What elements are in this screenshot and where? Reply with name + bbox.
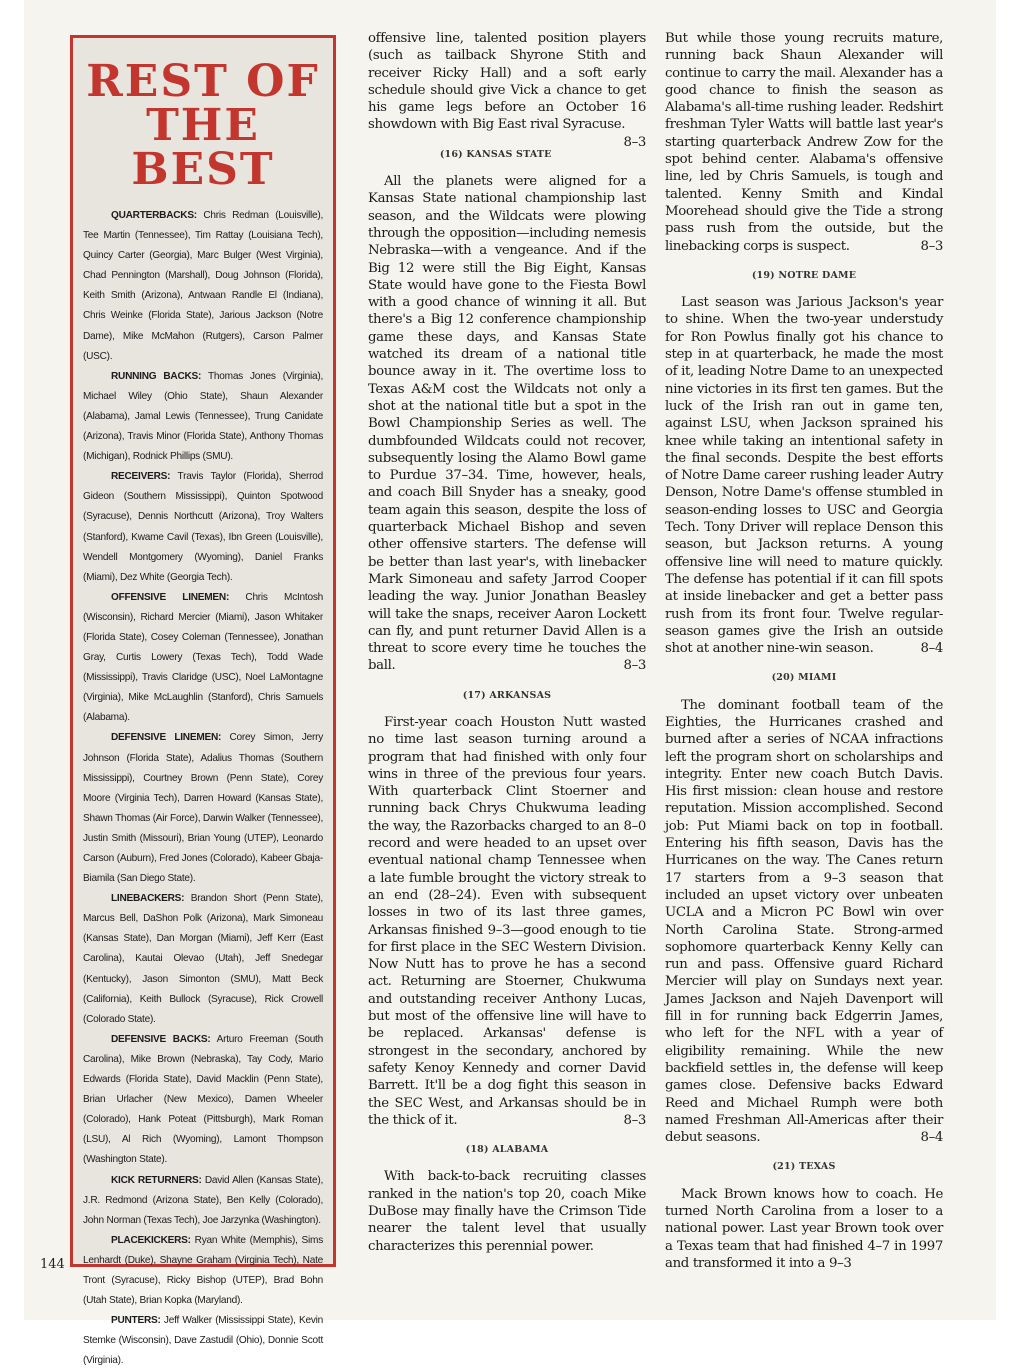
rest-of-the-best-sidebar xyxy=(70,35,336,1367)
section-heading-notre-dame: (19) NOTRE DAME xyxy=(751,269,857,281)
section-heading-miami: (20) MIAMI xyxy=(771,672,837,684)
record: 8–3 xyxy=(920,238,943,254)
sidebar-quarterbacks: QUARTERBACKS: Chris Redman (Louisville), Tee Martin (Tennessee), Tim Rattay (Louisiana Tech), Quincy Carter (Georgia), Marc Bulger (West Virginia), Chad Pennington (Marshall), Doug Johnson (Florida), Keith Smith (Arizona), Antwaan Randle El (Indiana), Chris Weinke (Florida State), Jarious Jackson (Notre Dame), Mike McMahon (Rutgers), Carson Palmer (USC). xyxy=(83,210,323,362)
record: 8–4 xyxy=(920,1130,943,1146)
article-column-1 xyxy=(368,30,646,1255)
virginia-tech-continuation: offensive line, talented position players (such as tailback Shyrone Stith and receiver Ricky Hall) and a soft early schedule should give Vick a chance to get his game legs before an October 16 showdown with Big East rival Syracuse. 8–3 xyxy=(368,31,646,150)
section-heading-arkansas: (17) ARKANSAS xyxy=(462,689,552,701)
sidebar-running-backs: RUNNING BACKS: Thomas Jones (Virginia), Michael Wiley (Ohio State), Shaun Alexander (Alabama), Jamal Lewis (Tennessee), Trung Canidate (Arizona), Travis Minor (Florida State), Anthony Thomas (Michigan), Rodnick Phillips (SMU). xyxy=(83,370,323,463)
kansas-state-text: All the planets were aligned for a Kansas State national championship last season, and the Wildcats were plowing through the opposition—including nemesis Nebraska—with a vengeance. And if the Big 12 were still the Big Eight, Kansas State would have gone to the Fiesta Bowl with a good chance of winning it all. But there's a Big 12 conference championship game these days, and Kansas State watched its dream of a national title bounce away in it. The overtime loss to Texas A&M cost the Wildcats not only a shot at the national title but a spot in the Bowl Championship Series as well. The dumbfounded Wildcats could not recover, subsequently losing the Alamo Bowl game to Purdue 37–34. Time, however, heals, and coach Bill Snyder has a sneaky, good team again this season, despite the loss of quarterback Michael Bishop and seven other offensive starters. The defense will be better than last year's, with linebacker Mark Simoneau and safety Jarrod Cooper leading the way. Junior Jonathan Beasley will take the snaps, receiver Aaron Lockett can fly, and punt returner David Allen is a threat to score every time he touches the ball. 8–3 xyxy=(368,174,646,674)
section-heading-alabama: (18) ALABAMA xyxy=(465,1144,549,1156)
texas-text: Mack Brown knows how to coach. He turned North Carolina from a loser to a national power. Last year Brown took over a Texas team that had finished 4–7 in 1997 and transformed it into a 9–3 xyxy=(665,1186,943,1271)
page-number: 144 xyxy=(40,1257,65,1272)
sidebar-placekickers: PLACEKICKERS: Ryan White (Memphis), Sims Lenhardt (Duke), Shayne Graham (Virginia Tech), Nate Tront (Syracuse), Ricky Bishop (UTEP), Brad Bohn (Utah State), Brian Kopka (Maryland). xyxy=(83,1234,323,1307)
sidebar-receivers: RECEIVERS: Travis Taylor (Florida), Sherrod Gideon (Southern Mississippi), Quinton Spotwood (Syracuse), Dennis Northcutt (Arizona), Troy Walters (Stanford), Kwame Cavil (Texas), Ibn Green (Louisville), Wendell Montgomery (Wyoming), Daniel Franks (Miami), Dez White (Georgia Tech). xyxy=(83,471,323,583)
notre-dame-text: Last season was Jarious Jackson's year to shine. When the two-year understudy for Ron Powlus finally got his chance to step in at quarterback, he made the most of it, leading Notre Dame to an unexpected nine victories in its first ten games. But the luck of the Irish ran out in game ten, against LSU, when Jackson sprained his knee while taking an intentional safety in the final seconds. Despite the best efforts of Notre Dame career rushing leader Autry Denson, Notre Dame's offense stumbled in season-ending losses to USC and Georgia Tech. Tony Driver will replace Denson this season, but Jackson returns. A young offensive line will need to mature quickly. The defense has potential if it can fill spots at inside linebacker and get a better pass rush from its front four. Twelve regular-season games give the Irish an outside shot at another nine-win season. 8–4 xyxy=(665,295,943,657)
article-column-2 xyxy=(665,30,943,1272)
record: 8–4 xyxy=(920,641,943,657)
sidebar-defensive-linemen: DEFENSIVE LINEMEN: Corey Simon, Jerry Johnson (Florida State), Adalius Thomas (Southern Mississippi), Courtney Brown (Penn State), Corey Moore (Virginia Tech), Darren Howard (Kansas State), Shawn Thomas (Air Force), Darwin Walker (Tennessee), Justin Smith (Missouri), Brian Young (UTEP), Leonardo Carson (Auburn), Fred Jones (Colorado), Kabeer Gbaja-Biamila (San Diego State). xyxy=(83,732,323,885)
record: 8–3 xyxy=(623,658,646,674)
sidebar-title-line2: THE BEST xyxy=(131,100,275,195)
sidebar-kick-returners: KICK RETURNERS: David Allen (Kansas State), J.R. Redmond (Arizona State), Ben Kelly (Colorado), John Norman (Texas Tech), Joe Jarzynka (Washington). xyxy=(83,1174,323,1226)
sidebar-title xyxy=(83,56,323,195)
alabama-text: With back-to-back recruiting classes ranked in the nation's top 20, coach Mike DuBose may finally have the Crimson Tide nearer the talent level that usually characterizes this perennial power. xyxy=(368,1169,646,1254)
sidebar-title-line1: REST OF xyxy=(86,56,320,107)
section-heading-texas: (21) TEXAS xyxy=(772,1161,836,1173)
sidebar-linebackers: LINEBACKERS: Brandon Short (Penn State), Marcus Bell, DaShon Polk (Arizona), Mark Simoneau (Kansas State), Dan Morgan (Miami), Jeff Kerr (East Carolina), Kautai Olevao (Utah), Jeff Snedegar (Kentucky), Jason Simonton (SMU), Matt Beck (California), Keith Bullock (Syracuse), Rick Crowell (Colorado State). xyxy=(83,893,323,1025)
alabama-continuation: But while those young recruits mature, running back Shaun Alexander will continue to carry the mail. Alexander has a good chance to finish the season as Alabama's all-time rushing leader. Redshirt freshman Tyler Watts will battle last year's starting quarterback Andrew Zow for the spot behind center. Alabama's offensive line, led by Chris Samuels, is tough and talented. Kenny Smith and Kindal Moorehead should give the Tide a strong pass rush from the outside, but the linebacking corps is suspect. 8–3 xyxy=(665,31,943,254)
miami-text: The dominant football team of the Eighties, the Hurricanes crashed and burned after a series of NCAA infractions left the program short on scholarships and integrity. Enter new coach Butch Davis. His first mission: clean house and restore reputation. Mission accomplished. Second job: Put Miami back on top in football. Entering his fifth season, Davis has the Hurricanes on the way. The Canes return 17 starters from a 9–3 season that included an upset victory over unbeaten UCLA and a Micron PC Bowl win over North Carolina State. Strong-armed sophomore quarterback Kenny Kelly can run and pass. Offensive guard Richard Mercier will play on Sundays next year. James Jackson and Najeh Davenport will fill in for running back Edgerrin James, who left for the NFL with a year of eligibility remaining. While the new backfield settles in, the defense will keep games close. Defensive backs Edward Reed and Michael Rumph were both named Freshman All-Americas after their debut seasons. 8–4 xyxy=(665,697,943,1146)
section-heading-kansas-state: (16) KANSAS STATE xyxy=(439,148,552,160)
sidebar-defensive-backs: DEFENSIVE BACKS: Arturo Freeman (South Carolina), Mike Brown (Nebraska), Tay Cody, Mario Edwards (Florida State), David Macklin (Penn State), Brian Urlacher (New Mexico), Damen Wheeler (Colorado), Hank Poteat (Pittsburgh), Mark Roman (LSU), Al Rich (Wyoming), Lamont Thompson (Washington State). xyxy=(83,1033,323,1166)
record: 8–3 xyxy=(623,134,646,150)
record: 8–3 xyxy=(623,1112,646,1128)
sidebar-offensive-linemen: OFFENSIVE LINEMEN: Chris McIntosh (Wisconsin), Richard Mercier (Miami), Jason Whitaker (Florida State), Cosey Coleman (Tennessee), Jonathan Gray, Curtis Lowery (Texas Tech), Todd Wade (Mississippi), Travis Claridge (USC), Noel LaMontagne (Virginia), Mike McLaughlin (Stanford), Chris Samuels (Alabama). xyxy=(83,591,323,724)
arkansas-text: First-year coach Houston Nutt wasted no time last season turning around a program that had finished with only four wins in three of the previous four years. With quarterback Clint Stoerner and running back Chrys Chukwuma leading the way, the Razorbacks charged to an 8–0 record and were headed to an upset over eventual national champ Tennessee when a late fumble brought the victory streak to an end (28–24). Even with subsequent losses in two of its last three games, Arkansas finished 9–3—good enough to tie for first place in the SEC Western Division. Now Nutt has to prove he has a second act. Returning are Stoerner, Chukwuma and outstanding receiver Anthony Lucas, but most of the offensive line will have to be replaced. Arkansas' defense is strongest in the secondary, anchored by safety Kenoy Kennedy and corner David Barrett. It'll be a dog fight this season in the SEC West, and Arkansas should be in the thick of it. 8–3 xyxy=(368,714,646,1128)
sidebar-punters: PUNTERS: Jeff Walker (Mississippi State), Kevin Stemke (Wisconsin), Dave Zastudil (Ohio), Donnie Scott (Virginia). xyxy=(83,1315,323,1367)
